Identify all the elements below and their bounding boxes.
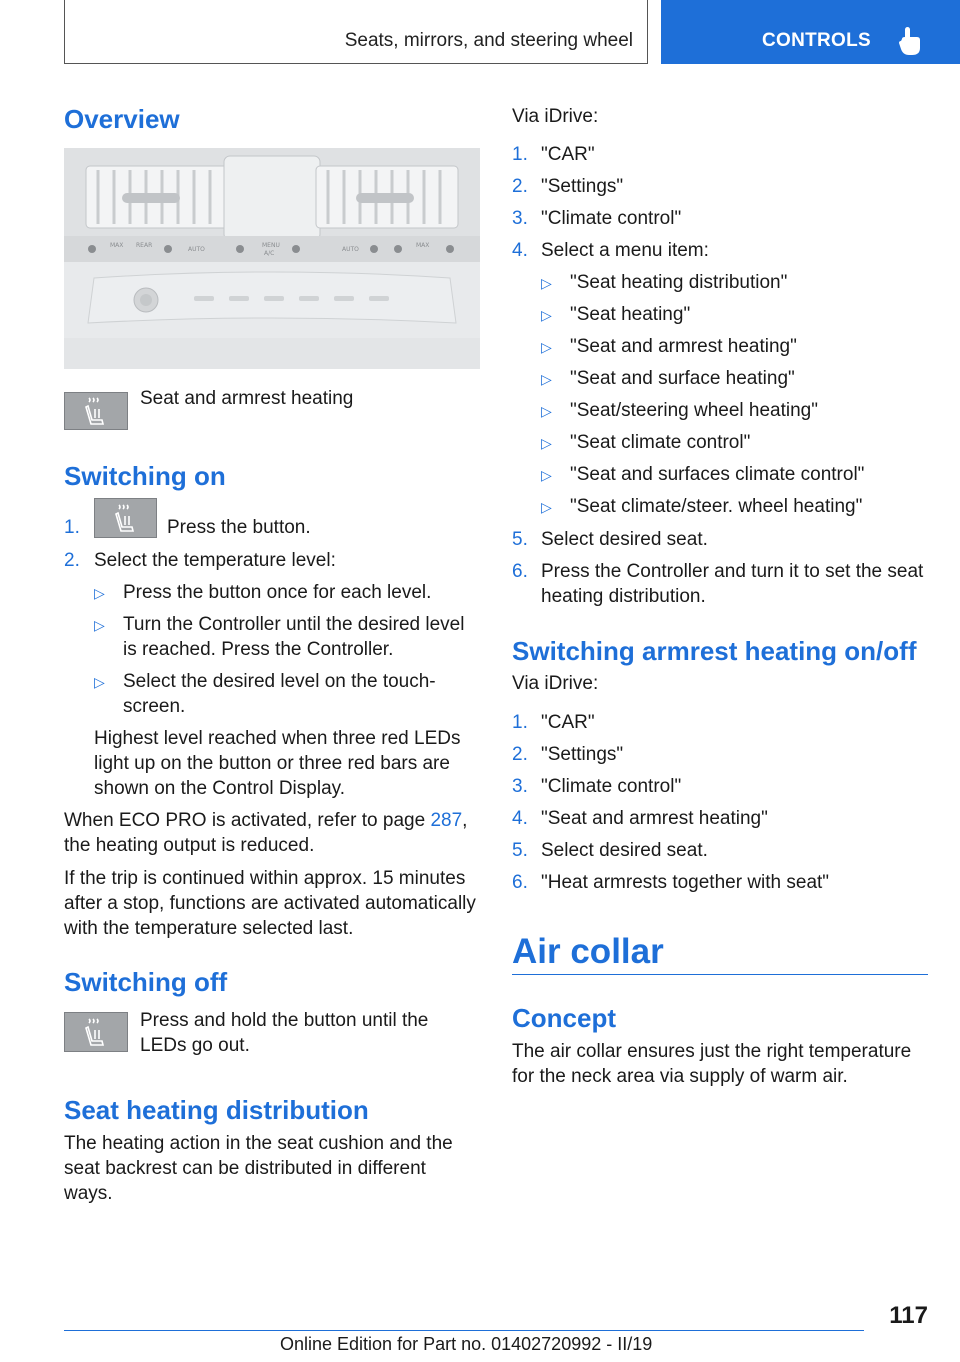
switching-on-heading: Switching on [64,461,226,491]
trip-text: with the temperature selected last. [64,918,354,939]
climate-panel-image [64,148,480,369]
footer-divider [64,1330,864,1331]
distribution-text: The heating action in the seat cushion and the [64,1133,453,1154]
header-chapter-tab[interactable] [661,0,960,64]
header-section-title: Seats, mirrors, and steering wheel [344,30,633,51]
step-number: 5. [512,529,528,550]
menu-item: "Seat heating distribution" [570,272,788,293]
panel-label-3: MENU [262,242,280,249]
via-idrive-label: Via iDrive: [512,673,599,694]
step-text: heating distribution. [541,586,706,607]
air-collar-heading: Air collar [512,932,664,971]
step-text: "Settings" [541,744,624,765]
step-text: "Settings" [541,176,624,197]
switching-off-text: LEDs go out. [140,1035,250,1056]
bullet-triangle-icon: ▷ [541,275,552,291]
panel-label-1: REAR [136,242,153,249]
step-number: 2. [64,550,80,571]
panel-label-5: AUTO [342,246,359,253]
menu-item: "Seat and surfaces climate control" [570,464,865,485]
trip-text: after a stop, functions are activated automatically [64,893,476,914]
highest-level-text: shown on the Control Display. [94,778,345,799]
panel-label-6: MAX [416,242,430,249]
bullet-triangle-icon: ▷ [541,435,552,451]
bullet-triangle-icon: ▷ [541,339,552,355]
bullet-triangle-icon: ▷ [541,371,552,387]
step-number: 2. [512,176,528,197]
bullet-triangle-icon: ▷ [94,674,105,690]
sub-bullet: Select the desired level on the touch‐ [123,671,436,692]
step-text: Press the button. [167,517,311,538]
bullet-triangle-icon: ▷ [541,467,552,483]
icon-caption: Seat and armrest heating [140,388,354,409]
seat-heating-glyph [95,499,156,537]
step-number: 2. [512,744,528,765]
sub-bullet: screen. [123,696,186,717]
concept-heading: Concept [512,1003,616,1033]
step-text: "Heat armrests together with seat" [541,872,830,893]
step-text: Select the temperature level: [94,550,336,571]
eco-pro-text: the heating output is reduced. [64,835,315,856]
switching-off-heading: Switching off [64,967,228,997]
bullet-triangle-icon: ▷ [94,585,105,601]
step-number: 1. [64,517,80,538]
step-text: "Climate control" [541,776,682,797]
step-number: 6. [512,872,528,893]
section-divider [512,974,928,975]
menu-item: "Seat/steering wheel heating" [570,400,818,421]
seat-heating-glyph [65,393,127,429]
sub-bullet: Turn the Controller until the desired level [123,614,465,635]
menu-item: "Seat climate control" [570,432,751,453]
bullet-triangle-icon: ▷ [541,307,552,323]
via-idrive-label: Via iDrive: [512,106,599,127]
seat-heating-button-icon [94,498,157,538]
step-text: Press the Controller and turn it to set the seat [541,561,924,582]
menu-item: "Seat and armrest heating" [570,336,797,357]
armrest-heading: Switching armrest heating on/off [512,636,917,666]
step-text: Select desired seat. [541,840,708,861]
page-number: 117 [889,1302,928,1329]
step-text: "CAR" [541,712,595,733]
menu-item: "Seat and surface heating" [570,368,795,389]
step-number: 1. [512,712,528,733]
concept-text: for the neck area via supply of warm air. [512,1066,848,1087]
step-number: 4. [512,240,528,261]
step-text: "Climate control" [541,208,682,229]
step-number: 1. [512,144,528,165]
bullet-triangle-icon: ▷ [541,499,552,515]
sub-bullet: is reached. Press the Controller. [123,639,394,660]
highest-level-text: Highest level reached when three red LEDs [94,728,461,749]
menu-item: "Seat heating" [570,304,691,325]
panel-label-4: A/C [264,250,275,257]
step-text: Select desired seat. [541,529,708,550]
bullet-triangle-icon: ▷ [94,617,105,633]
seat-heating-glyph [65,1013,127,1051]
eco-pro-text-start: When ECO PRO is activated, refer to page [64,810,431,831]
sub-bullet: Press the button once for each level. [123,582,432,603]
page-reference-link[interactable]: 287 [430,810,463,831]
step-number: 5. [512,840,528,861]
panel-label-0: MAX [110,242,124,249]
eco-pro-comma: , [462,810,468,831]
step-number: 3. [512,776,528,797]
step-number: 6. [512,561,528,582]
seat-heating-button-icon [64,1012,128,1052]
eco-pro-text [64,808,467,834]
climate-panel-drawing [64,148,480,369]
bullet-triangle-icon: ▷ [541,403,552,419]
highest-level-text: light up on the button or three red bars are [94,753,450,774]
distribution-text: ways. [64,1183,113,1204]
distribution-heading: Seat heating distribution [64,1095,369,1125]
switching-off-text: Press and hold the button until the [140,1010,429,1031]
step-number: 3. [512,208,528,229]
trip-text: If the trip is continued within approx. 15 minutes [64,868,466,889]
distribution-text: seat backrest can be distributed in different [64,1158,426,1179]
header-section-box [64,0,648,64]
step-text: Select a menu item: [541,240,709,261]
header-chapter-label: CONTROLS [762,30,872,51]
pointing-hand-icon [897,26,923,56]
menu-item: "Seat climate/steer. wheel heating" [570,496,863,517]
panel-label-2: AUTO [188,246,205,253]
concept-text: The air collar ensures just the right temperature [512,1041,912,1062]
step-text: "Seat and armrest heating" [541,808,768,829]
overview-heading: Overview [64,104,180,134]
step-text: "CAR" [541,144,595,165]
footer-edition: Online Edition for Part no. 01402720992 - II/19 [280,1334,653,1354]
step-number: 4. [512,808,528,829]
seat-armrest-heating-icon [64,392,128,430]
